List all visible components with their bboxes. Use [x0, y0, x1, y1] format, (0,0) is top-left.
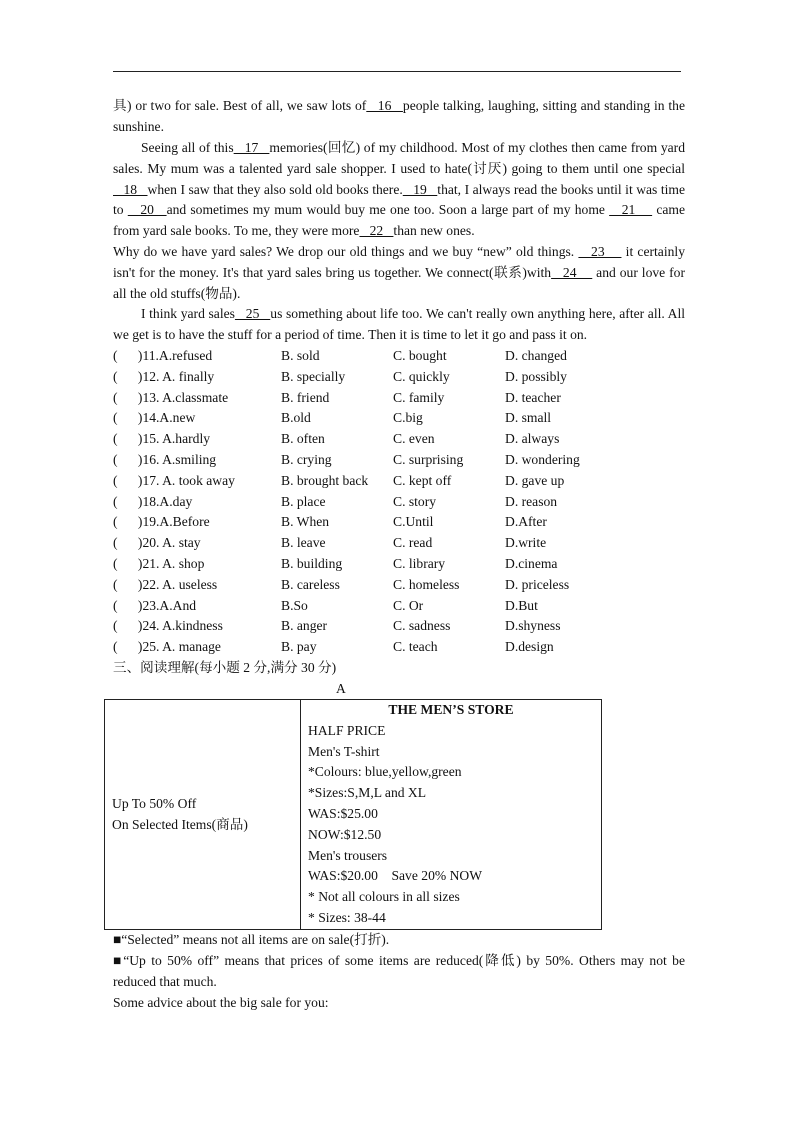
answer-options — [113, 346, 685, 658]
option-row — [113, 408, 685, 429]
option-choice: B. sold — [281, 348, 320, 363]
blank-17: 17 — [233, 140, 270, 155]
question-option-a: ( )16. A.smiling — [113, 451, 217, 467]
option-choice: D.But — [505, 597, 538, 613]
option-choice: B. friend — [281, 389, 330, 405]
option-choice: D.cinema — [505, 555, 558, 571]
store-ad-table — [104, 699, 602, 930]
blank-20: 20 — [127, 202, 167, 218]
passage-text: memories(回忆) of my childhood. Most of my clothes then came from yard sales. My mum was a talented yard sale shopper. I used to hate(讨厌) going to them until one special — [113, 140, 686, 176]
question-option-a: ( )15. A.hardly — [113, 431, 211, 447]
option-choice: B. often — [281, 431, 325, 447]
option-row — [113, 554, 685, 575]
question-option-a: ( )12. A. finally — [113, 368, 215, 384]
question-option-a: ( )19.A.Before — [113, 514, 210, 530]
ad-line: HALF PRICE — [308, 722, 386, 738]
option-row — [113, 616, 685, 637]
option-row — [113, 450, 685, 471]
ad-line: WAS:$25.00 — [308, 805, 378, 821]
ad-line: WAS:$20.00 Save 20% NOW — [308, 868, 483, 884]
option-choice: D.shyness — [505, 618, 561, 634]
option-choice: C. homeless — [393, 576, 460, 592]
store-title: THE MEN’S STORE — [388, 702, 514, 717]
option-choice: C. story — [393, 493, 437, 509]
option-row — [113, 533, 685, 554]
option-choice: C. teach — [393, 639, 438, 655]
note-up-to-50: ■“Up to 50% off” means that prices of some items are reduced(降低) by 50%. Others may not be reduced that much. — [113, 953, 685, 989]
option-choice: D. small — [505, 410, 552, 426]
passage-text: and our love for all the old stuffs(物品). — [113, 264, 685, 301]
question-option-a: ( )17. A. took away — [113, 472, 235, 488]
ad-discount-line: Up To 50% Off — [112, 795, 197, 811]
option-row — [113, 429, 685, 450]
option-row — [113, 492, 685, 513]
option-choice: D. possibly — [505, 368, 567, 384]
blank-24: 24 — [551, 264, 593, 280]
option-choice: D. always — [505, 431, 560, 447]
ad-line: NOW:$12.50 — [308, 826, 382, 842]
option-row — [113, 388, 685, 409]
ad-line: * Sizes: 38-44 — [308, 909, 386, 925]
option-choice: D.design — [505, 639, 554, 655]
passage-text: and sometimes my mum would buy me one too. Soon a large part of my home — [166, 202, 610, 218]
blank-25: 25 — [234, 306, 271, 321]
passage-text: came from yard sale books. To me, they were more — [113, 202, 685, 239]
passage-paragraph-4 — [113, 304, 685, 346]
option-choice: D. gave up — [505, 472, 565, 488]
ad-selected-items-line: On Selected Items(商品) — [112, 816, 248, 832]
question-option-a: ( )24. A.kindness — [113, 618, 223, 634]
blank-22: 22 — [359, 223, 394, 239]
option-row — [113, 637, 685, 658]
option-choice: C. quickly — [393, 368, 450, 384]
ad-left-cell — [105, 700, 301, 930]
blank-19: 19 — [402, 181, 438, 197]
passage-text: it certainly isn't for the money. It's that yard sales bring us together. We connect(联系)with — [113, 244, 685, 280]
option-choice: C. bought — [393, 348, 447, 363]
option-choice: B.So — [281, 597, 308, 613]
blank-23: 23 — [578, 244, 622, 259]
option-choice: B. specially — [281, 368, 346, 384]
ad-right-cell — [301, 700, 602, 930]
option-row — [113, 471, 685, 492]
option-choice: C. library — [393, 555, 446, 571]
option-choice: B. brought back — [281, 472, 369, 488]
ad-line: *Sizes:S,M,L and XL — [308, 785, 427, 801]
note-advice: Some advice about the big sale for you: — [113, 995, 329, 1010]
option-choice: B.old — [281, 410, 311, 426]
passage-text: 具) or two for sale. Best of all, we saw lots of — [113, 98, 367, 113]
section-heading: 三、阅读理解(每小题 2 分,满分 30 分) — [113, 660, 337, 675]
passage-paragraph-1 — [113, 96, 685, 138]
question-option-a: ( )18.A.day — [113, 493, 193, 509]
option-row — [113, 367, 685, 388]
header-rule — [113, 71, 681, 72]
option-row — [113, 596, 685, 617]
option-choice: D.After — [505, 514, 547, 530]
option-choice: C. read — [393, 535, 433, 551]
option-choice: C.big — [393, 410, 423, 426]
passage-text: when I saw that they also sold old books there. — [147, 181, 403, 197]
question-option-a: ( )21. A. shop — [113, 555, 205, 571]
question-option-a: ( )11.A.refused — [113, 348, 213, 363]
ad-line: *Colours: blue,yellow,green — [308, 764, 462, 780]
note-selected: ■“Selected” means not all items are on sale(打折). — [113, 932, 390, 947]
option-choice: D. teacher — [505, 389, 561, 405]
question-option-a: ( )20. A. stay — [113, 535, 201, 551]
option-choice: D.write — [505, 535, 547, 551]
passage-paragraph-3 — [113, 242, 685, 304]
ad-line: Men's T-shirt — [308, 743, 380, 759]
option-choice: D. wondering — [505, 451, 580, 467]
passage-text: that, I always read the books until it was time to — [113, 181, 685, 218]
passage-paragraph-2 — [113, 138, 685, 242]
ad-line: * Not all colours in all sizes — [308, 889, 460, 905]
question-option-a: ( )23.A.And — [113, 597, 197, 613]
option-choice: B. pay — [281, 639, 317, 655]
question-option-a: ( )22. A. useless — [113, 576, 218, 592]
option-choice: B. anger — [281, 618, 328, 634]
option-choice: B. building — [281, 555, 343, 571]
ad-line: Men's trousers — [308, 847, 388, 863]
option-choice: D. reason — [505, 493, 558, 509]
passage-text: Seeing all of this — [141, 140, 234, 155]
passage-text: people talking, laughing, sitting and standing in the sunshine. — [113, 98, 685, 134]
option-choice: B. leave — [281, 535, 326, 551]
option-choice: C. Or — [393, 597, 424, 613]
blank-16: 16 — [366, 98, 403, 113]
question-option-a: ( )25. A. manage — [113, 639, 221, 655]
blank-21: 21 — [609, 202, 653, 218]
option-choice: B. crying — [281, 451, 332, 467]
option-choice: C. sadness — [393, 618, 451, 634]
option-row — [113, 346, 685, 367]
option-choice: C. kept off — [393, 472, 452, 488]
passage-text: than new ones. — [393, 223, 475, 239]
passage-text: us something about life too. We can't really own anything here, after all. All we get is to have the stuff for a period of time. Then it is time to let it go and pass it on. — [113, 306, 686, 342]
option-choice: D. priceless — [505, 576, 570, 592]
option-choice: B. When — [281, 514, 330, 530]
question-option-a: ( )14.A.new — [113, 410, 196, 426]
passage-text: I think yard sales — [141, 306, 235, 321]
option-choice: C. family — [393, 389, 445, 405]
option-choice: B. careless — [281, 576, 340, 592]
option-choice: D. changed — [505, 348, 567, 363]
part-label: A — [336, 681, 346, 696]
option-row — [113, 575, 685, 596]
blank-18: 18 — [113, 181, 148, 197]
option-choice: C. surprising — [393, 451, 464, 467]
option-choice: C. even — [393, 431, 435, 447]
option-choice: C.Until — [393, 514, 434, 530]
option-choice: B. place — [281, 493, 326, 509]
passage-text: Why do we have yard sales? We drop our old things and we buy “new” old things. — [113, 244, 579, 259]
question-option-a: ( )13. A.classmate — [113, 389, 229, 405]
option-row — [113, 512, 685, 533]
